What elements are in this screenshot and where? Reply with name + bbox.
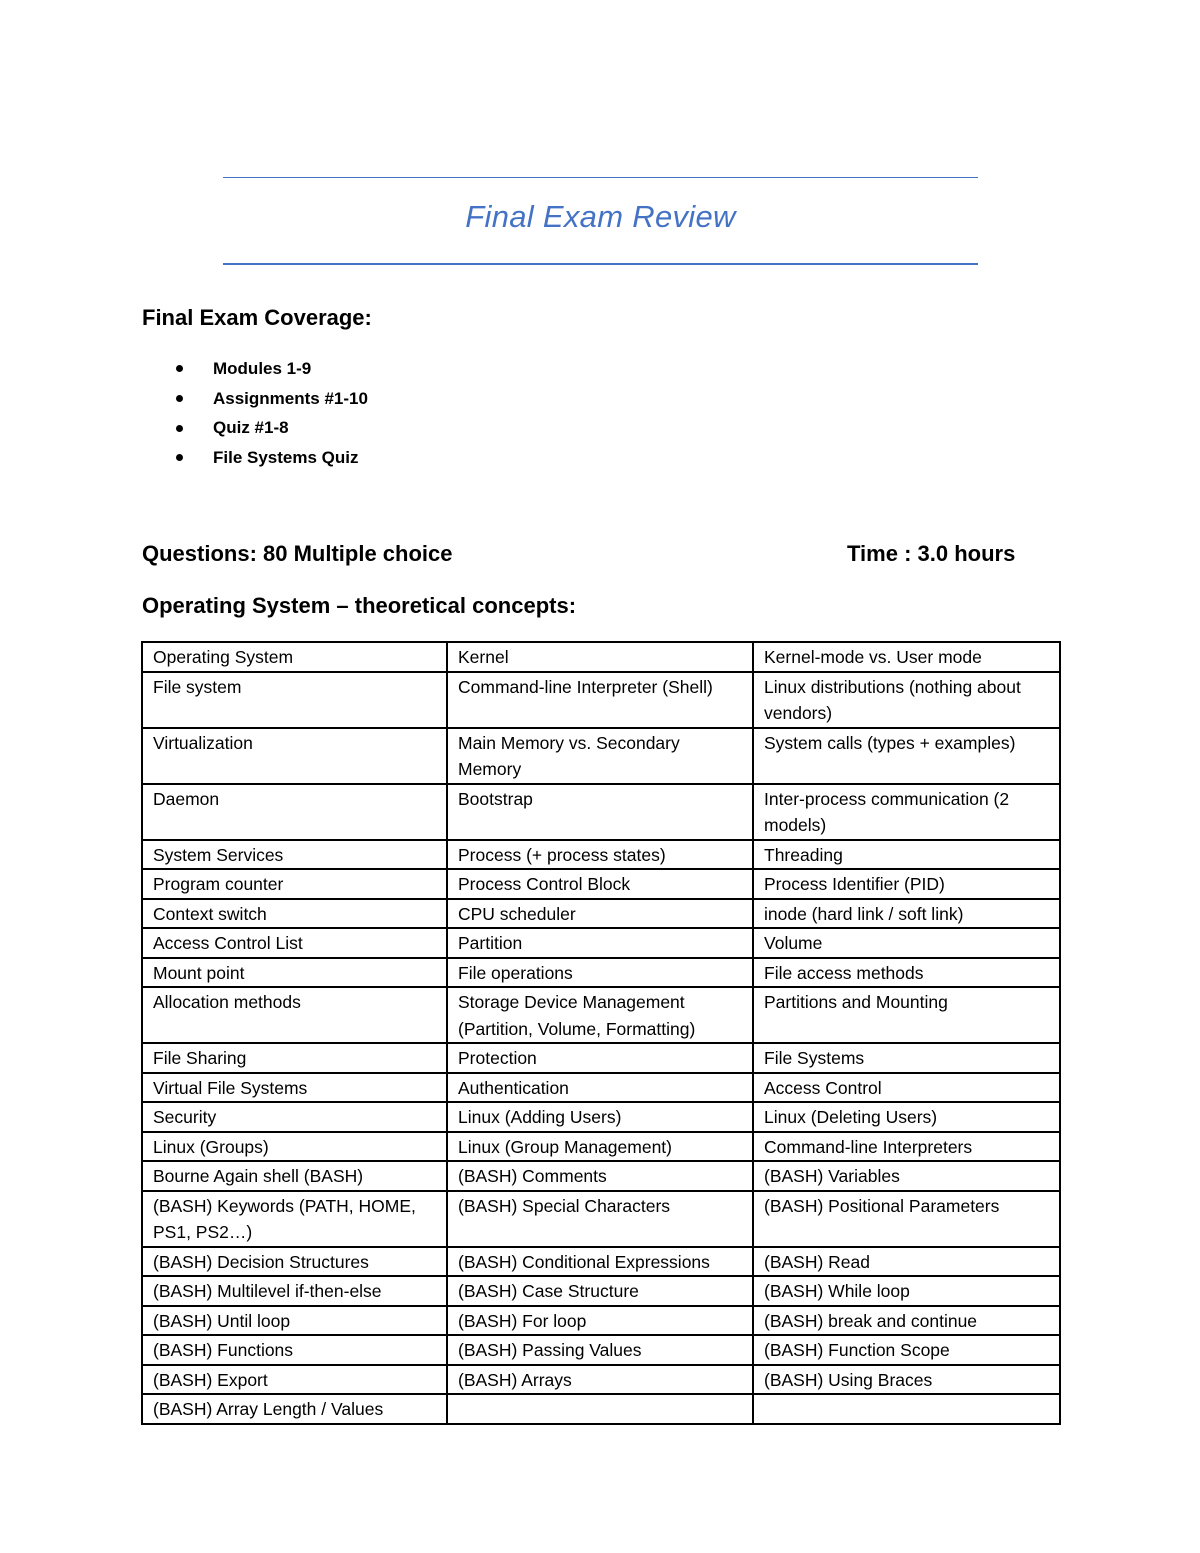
table-cell: (BASH) Multilevel if-then-else — [142, 1276, 447, 1306]
table-cell: (BASH) Until loop — [142, 1306, 447, 1336]
table-cell: Security — [142, 1102, 447, 1132]
document-title: Final Exam Review — [465, 199, 736, 234]
table-cell — [447, 1394, 753, 1424]
table-cell: Context switch — [142, 899, 447, 929]
table-cell: (BASH) Array Length / Values — [142, 1394, 447, 1424]
table-cell: File access methods — [753, 958, 1060, 988]
table-cell: Virtual File Systems — [142, 1073, 447, 1103]
coverage-item — [174, 354, 368, 384]
table-cell: Linux distributions (nothing about vendors) — [753, 672, 1060, 728]
table-cell: (BASH) break and continue — [753, 1306, 1060, 1336]
table-row — [142, 1306, 1060, 1336]
coverage-item-text: Assignments #1-10 — [213, 388, 368, 408]
os-concepts-heading: Operating System – theoretical concepts: — [142, 593, 577, 618]
table-cell: File system — [142, 672, 447, 728]
questions-info: Questions: 80 Multiple choice — [142, 541, 453, 566]
table-row — [142, 899, 1060, 929]
table-row — [142, 1161, 1060, 1191]
table-cell: Linux (Groups) — [142, 1132, 447, 1162]
table-cell: Bourne Again shell (BASH) — [142, 1161, 447, 1191]
coverage-item-text: Quiz #1-8 — [213, 418, 289, 438]
coverage-item — [174, 384, 368, 414]
table-cell: System calls (types + examples) — [753, 728, 1060, 784]
bullet-icon — [176, 425, 183, 432]
table-cell: Storage Device Management (Partition, Volume, Formatting) — [447, 987, 753, 1043]
table-cell: Access Control — [753, 1073, 1060, 1103]
table-row — [142, 784, 1060, 840]
table-cell: Bootstrap — [447, 784, 753, 840]
table-cell: Operating System — [142, 642, 447, 672]
table-row — [142, 1132, 1060, 1162]
table-cell: (BASH) Using Braces — [753, 1365, 1060, 1395]
table-cell: Partition — [447, 928, 753, 958]
table-cell: Kernel-mode vs. User mode — [753, 642, 1060, 672]
table-row — [142, 840, 1060, 870]
time-info: Time : 3.0 hours — [847, 541, 1016, 566]
table-cell: inode (hard link / soft link) — [753, 899, 1060, 929]
table-row — [142, 642, 1060, 672]
table-row — [142, 1394, 1060, 1424]
table-row — [142, 1043, 1060, 1073]
bullet-icon — [176, 454, 183, 461]
table-row — [142, 728, 1060, 784]
table-cell: (BASH) Arrays — [447, 1365, 753, 1395]
table-row — [142, 1335, 1060, 1365]
table-cell: Linux (Deleting Users) — [753, 1102, 1060, 1132]
table-cell: Daemon — [142, 784, 447, 840]
table-row — [142, 1102, 1060, 1132]
table-row — [142, 928, 1060, 958]
table-row — [142, 1073, 1060, 1103]
coverage-list — [174, 354, 368, 473]
table-row — [142, 1276, 1060, 1306]
coverage-item — [174, 443, 368, 473]
table-cell: File Systems — [753, 1043, 1060, 1073]
table-cell: CPU scheduler — [447, 899, 753, 929]
table-cell: (BASH) While loop — [753, 1276, 1060, 1306]
table-cell: (BASH) Passing Values — [447, 1335, 753, 1365]
table-cell: Mount point — [142, 958, 447, 988]
table-cell: (BASH) Keywords (PATH, HOME, PS1, PS2…) — [142, 1191, 447, 1247]
table-cell: (BASH) Positional Parameters — [753, 1191, 1060, 1247]
table-cell: System Services — [142, 840, 447, 870]
table-cell: (BASH) Conditional Expressions — [447, 1247, 753, 1277]
table-cell: (BASH) Decision Structures — [142, 1247, 447, 1277]
table-cell: File operations — [447, 958, 753, 988]
coverage-item-text: Modules 1-9 — [213, 359, 312, 378]
table-row — [142, 1247, 1060, 1277]
concepts-table-body — [142, 642, 1060, 1424]
table-row — [142, 869, 1060, 899]
table-row — [142, 987, 1060, 1043]
table-cell: (BASH) Variables — [753, 1161, 1060, 1191]
table-row — [142, 672, 1060, 728]
table-cell: Process Control Block — [447, 869, 753, 899]
table-cell: (BASH) Function Scope — [753, 1335, 1060, 1365]
table-cell: Process (+ process states) — [447, 840, 753, 870]
table-cell: Linux (Group Management) — [447, 1132, 753, 1162]
table-cell: Threading — [753, 840, 1060, 870]
table-cell: Process Identifier (PID) — [753, 869, 1060, 899]
bullet-icon — [176, 365, 183, 372]
table-cell — [753, 1394, 1060, 1424]
table-cell: Authentication — [447, 1073, 753, 1103]
table-cell: (BASH) For loop — [447, 1306, 753, 1336]
table-cell: (BASH) Comments — [447, 1161, 753, 1191]
concepts-table — [141, 641, 1061, 1425]
table-cell: Kernel — [447, 642, 753, 672]
table-cell: Command-line Interpreters — [753, 1132, 1060, 1162]
table-cell: Linux (Adding Users) — [447, 1102, 753, 1132]
title-bottom-rule — [223, 263, 978, 265]
table-cell: Volume — [753, 928, 1060, 958]
bullet-icon — [176, 395, 183, 402]
table-row — [142, 958, 1060, 988]
coverage-heading: Final Exam Coverage: — [142, 305, 372, 330]
table-cell: Inter-process communication (2 models) — [753, 784, 1060, 840]
table-row — [142, 1191, 1060, 1247]
table-cell: (BASH) Case Structure — [447, 1276, 753, 1306]
table-cell: Allocation methods — [142, 987, 447, 1043]
table-cell: Main Memory vs. Secondary Memory — [447, 728, 753, 784]
coverage-item-text: File Systems Quiz — [213, 448, 359, 468]
table-cell: Command-line Interpreter (Shell) — [447, 672, 753, 728]
table-cell: Access Control List — [142, 928, 447, 958]
table-cell: Partitions and Mounting — [753, 987, 1060, 1043]
table-cell: File Sharing — [142, 1043, 447, 1073]
title-top-rule — [223, 177, 978, 178]
table-cell: (BASH) Functions — [142, 1335, 447, 1365]
table-cell: Virtualization — [142, 728, 447, 784]
table-row — [142, 1365, 1060, 1395]
table-cell: (BASH) Read — [753, 1247, 1060, 1277]
table-cell: Protection — [447, 1043, 753, 1073]
table-cell: Program counter — [142, 869, 447, 899]
coverage-item — [174, 413, 368, 443]
table-cell: (BASH) Special Characters — [447, 1191, 753, 1247]
table-cell: (BASH) Export — [142, 1365, 447, 1395]
